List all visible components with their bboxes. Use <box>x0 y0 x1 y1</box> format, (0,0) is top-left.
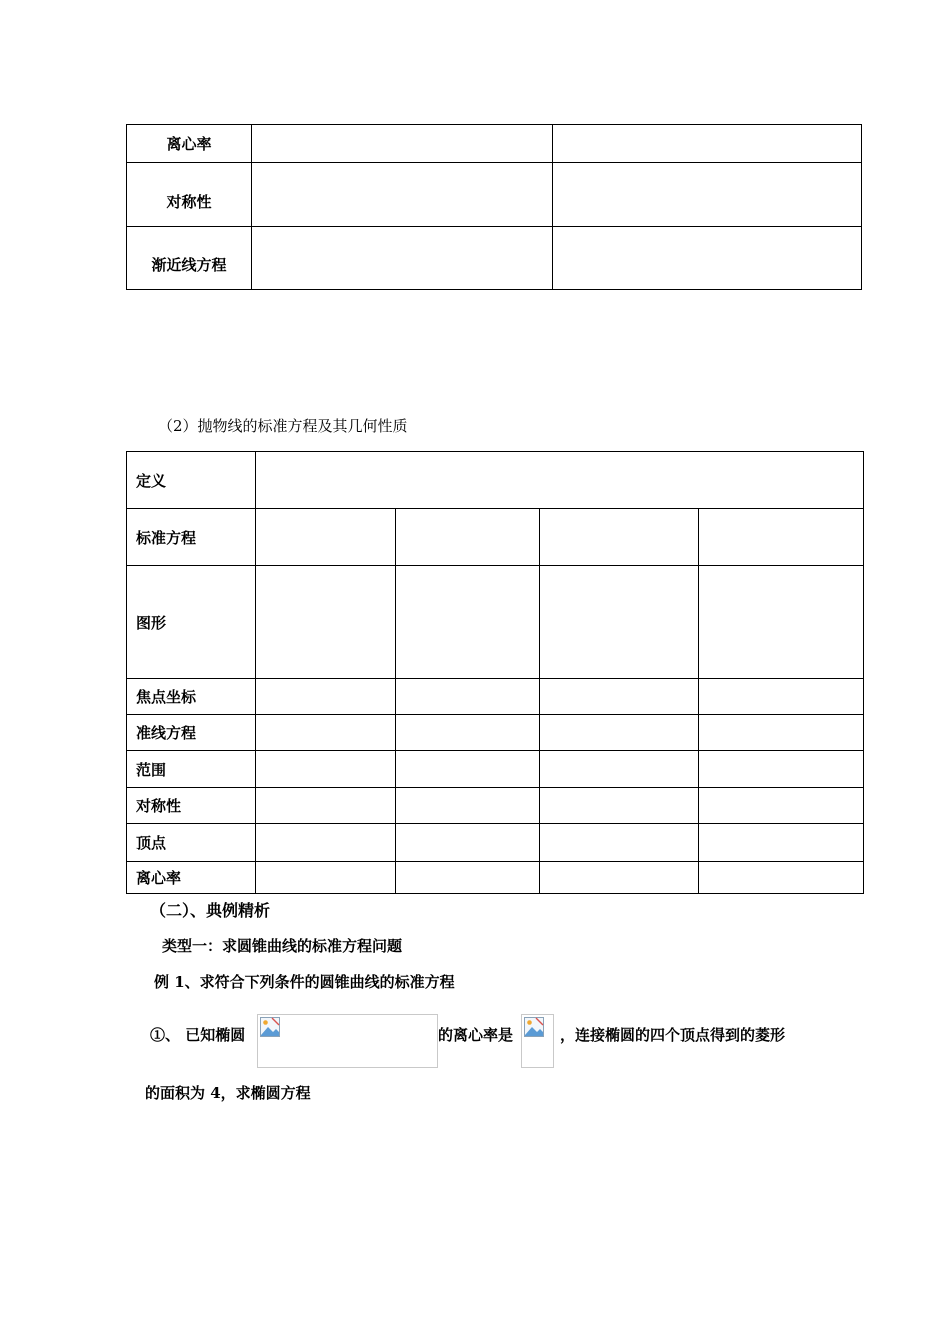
table-cell <box>396 788 540 824</box>
problem-1-rhombus-text: ，连接椭圆的四个顶点得到的菱形 <box>560 1026 786 1044</box>
table-cell <box>396 509 540 566</box>
table-cell <box>256 566 396 679</box>
problem-1-eccentricity-text: 的离心率是 <box>438 1026 514 1044</box>
table-cell <box>396 751 540 788</box>
table-cell <box>256 751 396 788</box>
table-cell <box>540 751 699 788</box>
table-cell <box>699 824 864 862</box>
table-cell <box>256 715 396 751</box>
table-cell <box>699 509 864 566</box>
row-label-graph: 图形 <box>127 566 256 679</box>
broken-image-icon <box>260 1017 280 1037</box>
parabola-properties-table <box>126 451 864 894</box>
table-cell <box>396 566 540 679</box>
row-label-standard-equation: 标准方程 <box>127 509 256 566</box>
table-cell <box>396 715 540 751</box>
table-cell <box>252 163 553 227</box>
row-label-eccentricity: 离心率 <box>127 125 252 163</box>
row-label-directrix-equation: 准线方程 <box>127 715 256 751</box>
table-row <box>127 509 864 566</box>
table-cell <box>540 715 699 751</box>
table-cell <box>256 862 396 894</box>
definition-cell <box>256 452 864 509</box>
row-label-definition: 定义 <box>127 452 256 509</box>
example-one-title: 例 1、求符合下列条件的圆锥曲线的标准方程 <box>154 973 455 991</box>
table-cell <box>540 788 699 824</box>
row-label-symmetry: 对称性 <box>127 788 256 824</box>
table-row <box>127 824 864 862</box>
hyperbola-properties-table <box>126 124 862 290</box>
table-row <box>127 788 864 824</box>
row-label-focus-coordinates: 焦点坐标 <box>127 679 256 715</box>
row-label-asymptote-equation: 渐近线方程 <box>127 227 252 290</box>
table-cell <box>553 163 862 227</box>
parabola-section-heading: （2）抛物线的标准方程及其几何性质 <box>158 417 408 435</box>
table-row <box>127 163 862 227</box>
table-row <box>127 862 864 894</box>
table-cell <box>396 824 540 862</box>
table-cell <box>699 862 864 894</box>
table-cell <box>699 788 864 824</box>
table-row <box>127 452 864 509</box>
table-cell <box>540 566 699 679</box>
row-label-vertex: 顶点 <box>127 824 256 862</box>
type-one-heading: 类型一：求圆锥曲线的标准方程问题 <box>162 937 403 955</box>
table-cell <box>699 751 864 788</box>
row-label-eccentricity: 离心率 <box>127 862 256 894</box>
table-row <box>127 751 864 788</box>
ellipse-equation-image <box>257 1014 438 1068</box>
row-label-symmetry: 对称性 <box>127 163 252 227</box>
table-cell <box>256 824 396 862</box>
table-cell <box>256 679 396 715</box>
table-cell <box>252 125 553 163</box>
examples-section-heading: （二）、典例精析 <box>150 901 271 920</box>
table-cell <box>540 824 699 862</box>
table-cell <box>699 566 864 679</box>
problem-1-second-line: 的面积为 4，求椭圆方程 <box>145 1084 311 1102</box>
table-row <box>127 125 862 163</box>
problem-1-lead: ①、 已知椭圆 <box>150 1026 246 1044</box>
table-cell <box>256 788 396 824</box>
table-cell <box>699 715 864 751</box>
eccentricity-value-image <box>521 1014 554 1068</box>
table-row <box>127 679 864 715</box>
table-cell <box>699 679 864 715</box>
table-cell <box>256 509 396 566</box>
row-label-range: 范围 <box>127 751 256 788</box>
table-cell <box>540 862 699 894</box>
table-cell <box>553 227 862 290</box>
table-cell <box>553 125 862 163</box>
table-row <box>127 566 864 679</box>
table-row <box>127 227 862 290</box>
table-cell <box>396 679 540 715</box>
table-cell <box>540 509 699 566</box>
table-cell <box>540 679 699 715</box>
table-cell <box>252 227 553 290</box>
table-cell <box>396 862 540 894</box>
broken-image-icon <box>524 1017 544 1037</box>
table-row <box>127 715 864 751</box>
